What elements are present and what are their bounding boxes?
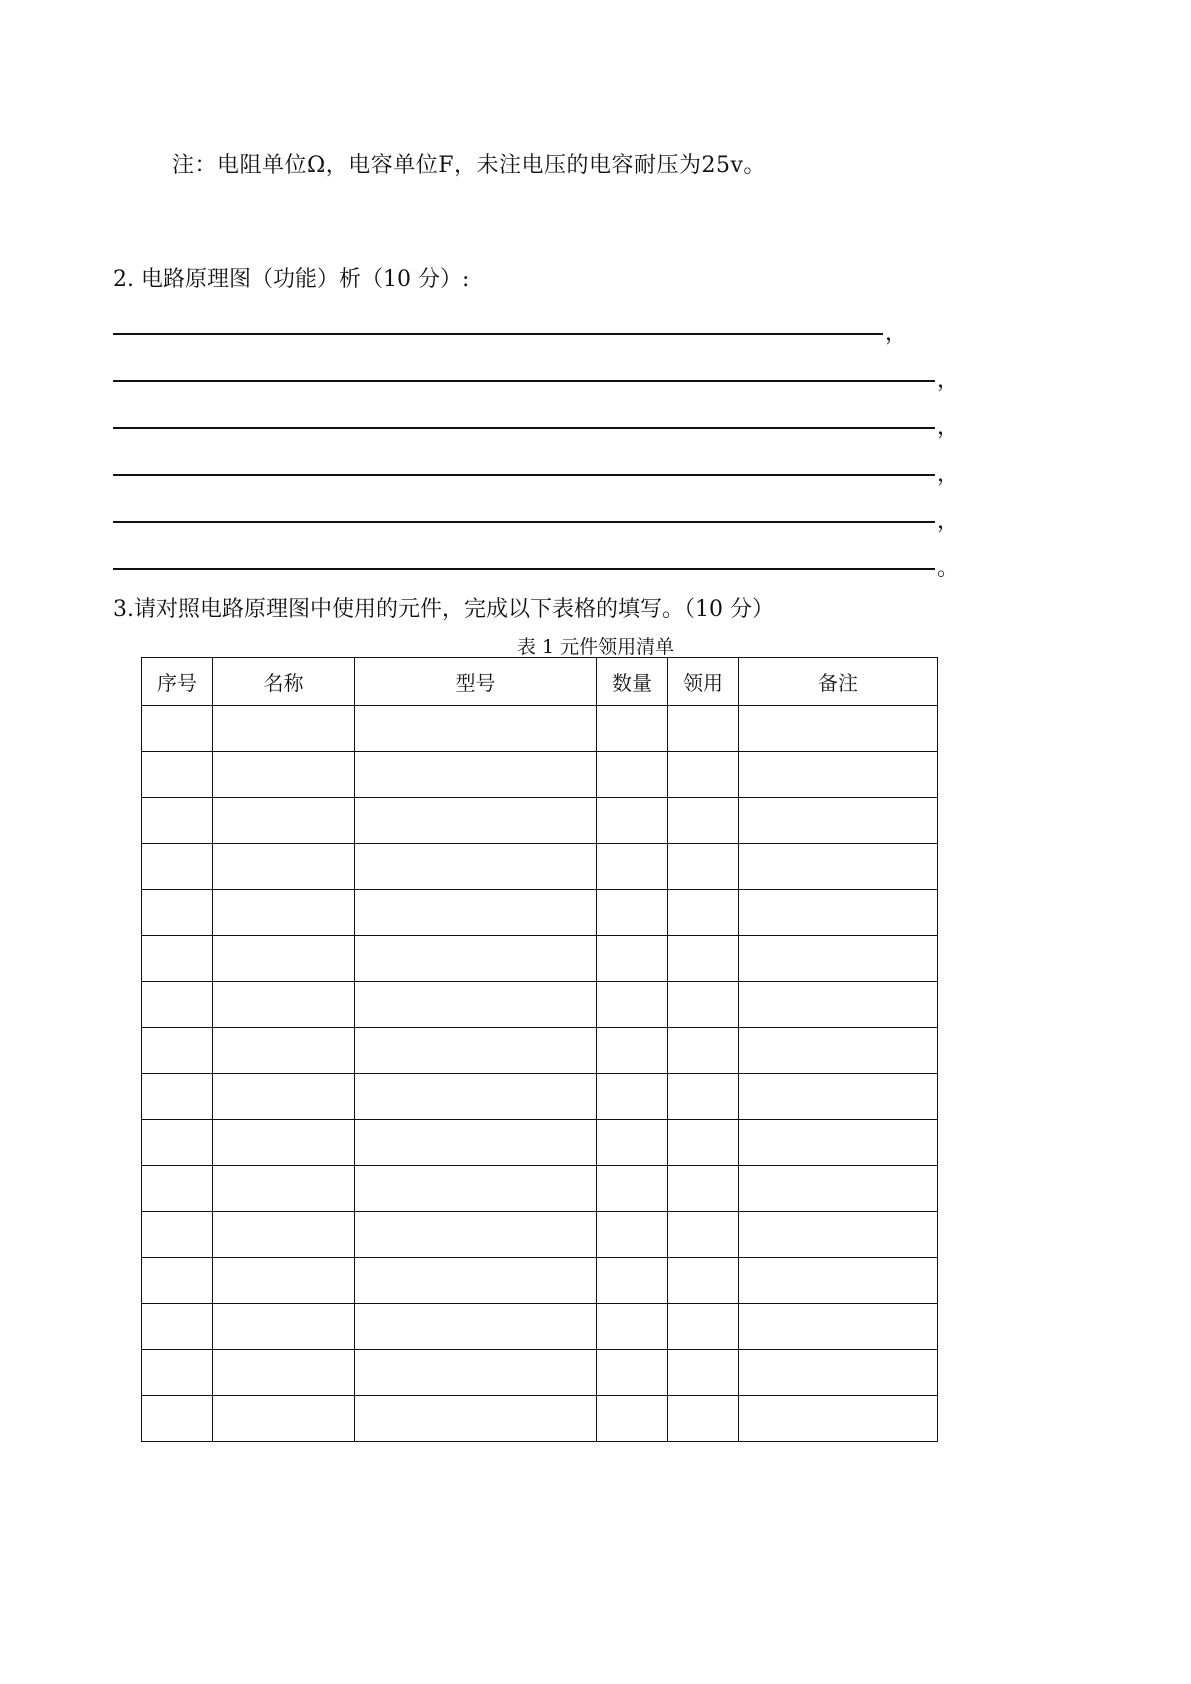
table-cell[interactable]	[355, 706, 597, 752]
table-cell[interactable]	[213, 1350, 355, 1396]
table-cell[interactable]	[213, 752, 355, 798]
table-cell[interactable]	[142, 1120, 213, 1166]
answer-line-punctuation: ，	[885, 321, 908, 346]
table-cell[interactable]	[668, 936, 739, 982]
table-cell[interactable]	[739, 706, 938, 752]
table-cell[interactable]	[213, 706, 355, 752]
table-cell[interactable]	[142, 1212, 213, 1258]
table-cell[interactable]	[355, 890, 597, 936]
table-cell[interactable]	[355, 1028, 597, 1074]
answer-line-punctuation: ，	[937, 415, 960, 440]
table-cell[interactable]	[355, 844, 597, 890]
table-cell[interactable]	[213, 798, 355, 844]
table-cell[interactable]	[142, 1166, 213, 1212]
table-cell[interactable]	[213, 1028, 355, 1074]
table-cell[interactable]	[355, 936, 597, 982]
table-cell[interactable]	[355, 1350, 597, 1396]
table-header-row	[142, 658, 938, 706]
table-cell[interactable]	[142, 844, 213, 890]
table-row	[142, 1304, 938, 1350]
answer-line-punctuation: 。	[937, 556, 960, 581]
header-cell: 名称	[213, 658, 355, 706]
table-cell[interactable]	[739, 1120, 938, 1166]
table-cell[interactable]	[213, 1166, 355, 1212]
component-table	[141, 657, 938, 1442]
table-cell[interactable]	[355, 798, 597, 844]
table-cell[interactable]	[739, 798, 938, 844]
table-row	[142, 1028, 938, 1074]
table-cell[interactable]	[142, 936, 213, 982]
table-cell[interactable]	[739, 1212, 938, 1258]
table-cell[interactable]	[668, 752, 739, 798]
table-cell[interactable]	[142, 1396, 213, 1442]
table-row	[142, 1212, 938, 1258]
answer-line	[113, 521, 935, 523]
table-cell[interactable]	[739, 1166, 938, 1212]
answer-line	[113, 333, 883, 335]
table-cell[interactable]	[739, 844, 938, 890]
table-cell[interactable]	[668, 1074, 739, 1120]
table-cell[interactable]	[355, 1212, 597, 1258]
table-cell[interactable]	[597, 1258, 668, 1304]
table-row	[142, 706, 938, 752]
table-cell[interactable]	[597, 1074, 668, 1120]
table-cell[interactable]	[355, 1396, 597, 1442]
table-cell[interactable]	[597, 982, 668, 1028]
section-2-title: 2. 电路原理图（功能）析（10 分）:	[113, 267, 470, 292]
table-cell[interactable]	[597, 752, 668, 798]
table-cell[interactable]	[213, 1258, 355, 1304]
table-cell[interactable]	[142, 1258, 213, 1304]
table-cell[interactable]	[668, 1212, 739, 1258]
table-cell[interactable]	[213, 1212, 355, 1258]
table-row	[142, 1074, 938, 1120]
table-caption: 表 1 元件领用清单	[516, 636, 675, 658]
table-cell[interactable]	[597, 706, 668, 752]
table-cell[interactable]	[668, 1028, 739, 1074]
table-cell[interactable]	[142, 1304, 213, 1350]
table-cell[interactable]	[213, 890, 355, 936]
table-cell[interactable]	[668, 706, 739, 752]
table-cell[interactable]	[142, 1350, 213, 1396]
answer-line-punctuation: ，	[937, 462, 960, 487]
table-cell[interactable]	[597, 1028, 668, 1074]
table-cell[interactable]	[739, 1028, 938, 1074]
answer-line-punctuation: ，	[937, 509, 960, 534]
table-cell[interactable]	[355, 1120, 597, 1166]
table-cell[interactable]	[213, 1120, 355, 1166]
table-cell[interactable]	[668, 1396, 739, 1442]
table-cell[interactable]	[739, 752, 938, 798]
table-cell[interactable]	[355, 1166, 597, 1212]
table-cell[interactable]	[213, 982, 355, 1028]
table-cell[interactable]	[668, 1166, 739, 1212]
table-cell[interactable]	[597, 1166, 668, 1212]
table-cell[interactable]	[213, 1074, 355, 1120]
table-cell[interactable]	[668, 1350, 739, 1396]
header-cell: 领用	[668, 658, 739, 706]
table-cell[interactable]	[142, 1028, 213, 1074]
table-cell[interactable]	[355, 1074, 597, 1120]
table-row	[142, 1120, 938, 1166]
table-row	[142, 1396, 938, 1442]
table-cell[interactable]	[142, 798, 213, 844]
table-cell[interactable]	[597, 1212, 668, 1258]
table-cell[interactable]	[668, 798, 739, 844]
table-cell[interactable]	[355, 1258, 597, 1304]
table-row	[142, 1258, 938, 1304]
table-cell[interactable]	[213, 1304, 355, 1350]
table-cell[interactable]	[739, 982, 938, 1028]
header-cell: 备注	[739, 658, 938, 706]
table-cell[interactable]	[739, 890, 938, 936]
table-cell[interactable]	[597, 936, 668, 982]
units-note: 注：电阻单位Ω，电容单位F，未注电压的电容耐压为25v。	[172, 153, 766, 178]
table-cell[interactable]	[739, 936, 938, 982]
table-cell[interactable]	[142, 982, 213, 1028]
table-body	[142, 706, 938, 1442]
header-cell: 数量	[597, 658, 668, 706]
table-cell[interactable]	[597, 844, 668, 890]
table-row	[142, 844, 938, 890]
table-cell[interactable]	[142, 752, 213, 798]
table-cell[interactable]	[668, 1304, 739, 1350]
header-cell: 型号	[355, 658, 597, 706]
table-cell[interactable]	[597, 1396, 668, 1442]
table-cell[interactable]	[668, 1120, 739, 1166]
table-row	[142, 1166, 938, 1212]
table-row	[142, 798, 938, 844]
table-row	[142, 982, 938, 1028]
table-cell[interactable]	[668, 890, 739, 936]
table-cell[interactable]	[668, 982, 739, 1028]
table-cell[interactable]	[213, 844, 355, 890]
table-cell[interactable]	[597, 1120, 668, 1166]
table-row	[142, 752, 938, 798]
table-cell[interactable]	[355, 1304, 597, 1350]
table-row	[142, 936, 938, 982]
table-cell[interactable]	[213, 936, 355, 982]
answer-line	[113, 427, 935, 429]
table-row	[142, 1350, 938, 1396]
table-cell[interactable]	[213, 1396, 355, 1442]
table-cell[interactable]	[739, 1258, 938, 1304]
answer-line	[113, 474, 935, 476]
table-cell[interactable]	[739, 1350, 938, 1396]
answer-line	[113, 380, 935, 382]
table-cell[interactable]	[355, 982, 597, 1028]
table-cell[interactable]	[597, 798, 668, 844]
table-cell[interactable]	[739, 1396, 938, 1442]
table-cell[interactable]	[668, 844, 739, 890]
section-3-title: 3.请对照电路原理图中使用的元件，完成以下表格的填写。（10 分）	[113, 597, 774, 622]
table-cell[interactable]	[142, 706, 213, 752]
table-cell[interactable]	[355, 752, 597, 798]
table-cell[interactable]	[597, 1304, 668, 1350]
table-cell[interactable]	[668, 1258, 739, 1304]
table-cell[interactable]	[142, 1074, 213, 1120]
table-cell[interactable]	[739, 1304, 938, 1350]
answer-line	[113, 568, 935, 570]
answer-line-punctuation: ，	[937, 368, 960, 393]
table-cell[interactable]	[142, 890, 213, 936]
table-cell[interactable]	[739, 1074, 938, 1120]
table-row	[142, 890, 938, 936]
header-cell: 序号	[142, 658, 213, 706]
table-cell[interactable]	[597, 1350, 668, 1396]
table-cell[interactable]	[597, 890, 668, 936]
